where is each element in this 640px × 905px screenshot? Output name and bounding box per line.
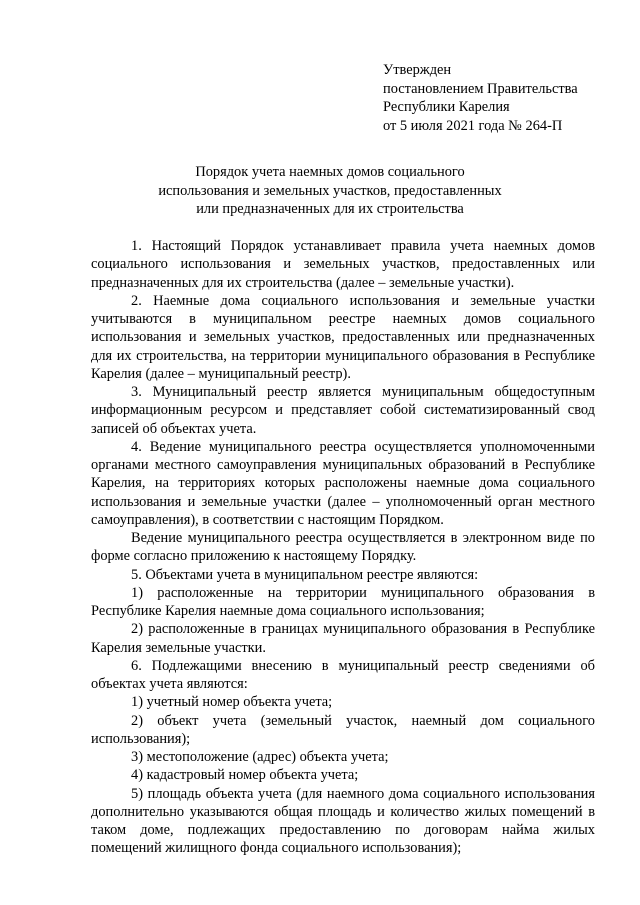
title-line-3: или предназначенных для их строительства: [196, 201, 464, 217]
paragraph-1: 1. Настоящий Порядок устанавливает правила учета наемных домов социального использования и земельных участков, предоставленных или предназначенных для их строительства (далее – земельные участки).: [91, 238, 595, 291]
paragraph-3: 3. Муниципальный реестр является муниципальным общедоступным информационным ресурсом и представляет собой систематизированный свод записей об объектах учета.: [91, 384, 595, 437]
paragraph-4-electronic-form: Ведение муниципального реестра осуществляется в электронном виде по форме согласно приложению к настоящему Порядку.: [91, 530, 595, 565]
paragraph-6-item-1: 1) учетный номер объекта учета;: [131, 694, 333, 711]
document-body: [91, 237, 595, 858]
paragraph-6-item-2: 2) объект учета (земельный участок, наемный дом социального использования);: [91, 712, 595, 747]
approval-line-republic: Республики Карелия: [383, 99, 510, 115]
paragraph-5-item-1: 1) расположенные на территории муниципального образования в Республике Карелия наемные дома социального использования;: [91, 584, 595, 619]
approval-line-date-number: от 5 июля 2021 года № 264-П: [383, 117, 563, 134]
paragraph-6-item-5: 5) площадь объекта учета (для наемного дома социального использования дополнительно указываются общая площадь и количество жилых помещений в таком доме, подлежащих предоставлению по договорам найма жилых помещений жилищного фонда социального использования);: [91, 785, 595, 857]
paragraph-5: 5. Объектами учета в муниципальном реестре являются:: [131, 566, 479, 583]
title-line-1: Порядок учета наемных домов социального: [195, 164, 465, 180]
paragraph-6-item-3: 3) местоположение (адрес) объекта учета;: [131, 749, 389, 765]
paragraph-5-item-2: 2) расположенные в границах муниципального образования в Республике Карелия земельные участки.: [91, 621, 595, 656]
paragraph-6-item-4: 4) кадастровый номер объекта учета;: [131, 767, 359, 784]
paragraph-6: 6. Подлежащими внесению в муниципальный реестр сведениями об объектах учета являются:: [91, 657, 595, 692]
approval-block: [383, 61, 578, 135]
title-line-2: использования и земельных участков, предоставленных: [158, 182, 502, 199]
approval-line-approved: Утвержден: [383, 62, 452, 78]
approval-line-resolution: постановлением Правительства: [383, 80, 578, 97]
paragraph-2: 2. Наемные дома социального использования и земельные участки учитываются в муниципальном реестре наемных домов социального использования и земельных участков, предоставленных или предназначенных для их строительства, на территории муниципального образования в Республике Карелия (далее – муниципальный реестр).: [91, 292, 595, 382]
paragraph-4: 4. Ведение муниципального реестра осуществляется уполномоченными органами местного самоуправления муниципальных образований в Республике Карелия, на территориях которых расположены наемные дома социального использования и земельные участки (далее – уполномоченный орган местного самоуправления), в соответствии с настоящим Порядком.: [91, 438, 595, 528]
document-title: [80, 163, 580, 219]
